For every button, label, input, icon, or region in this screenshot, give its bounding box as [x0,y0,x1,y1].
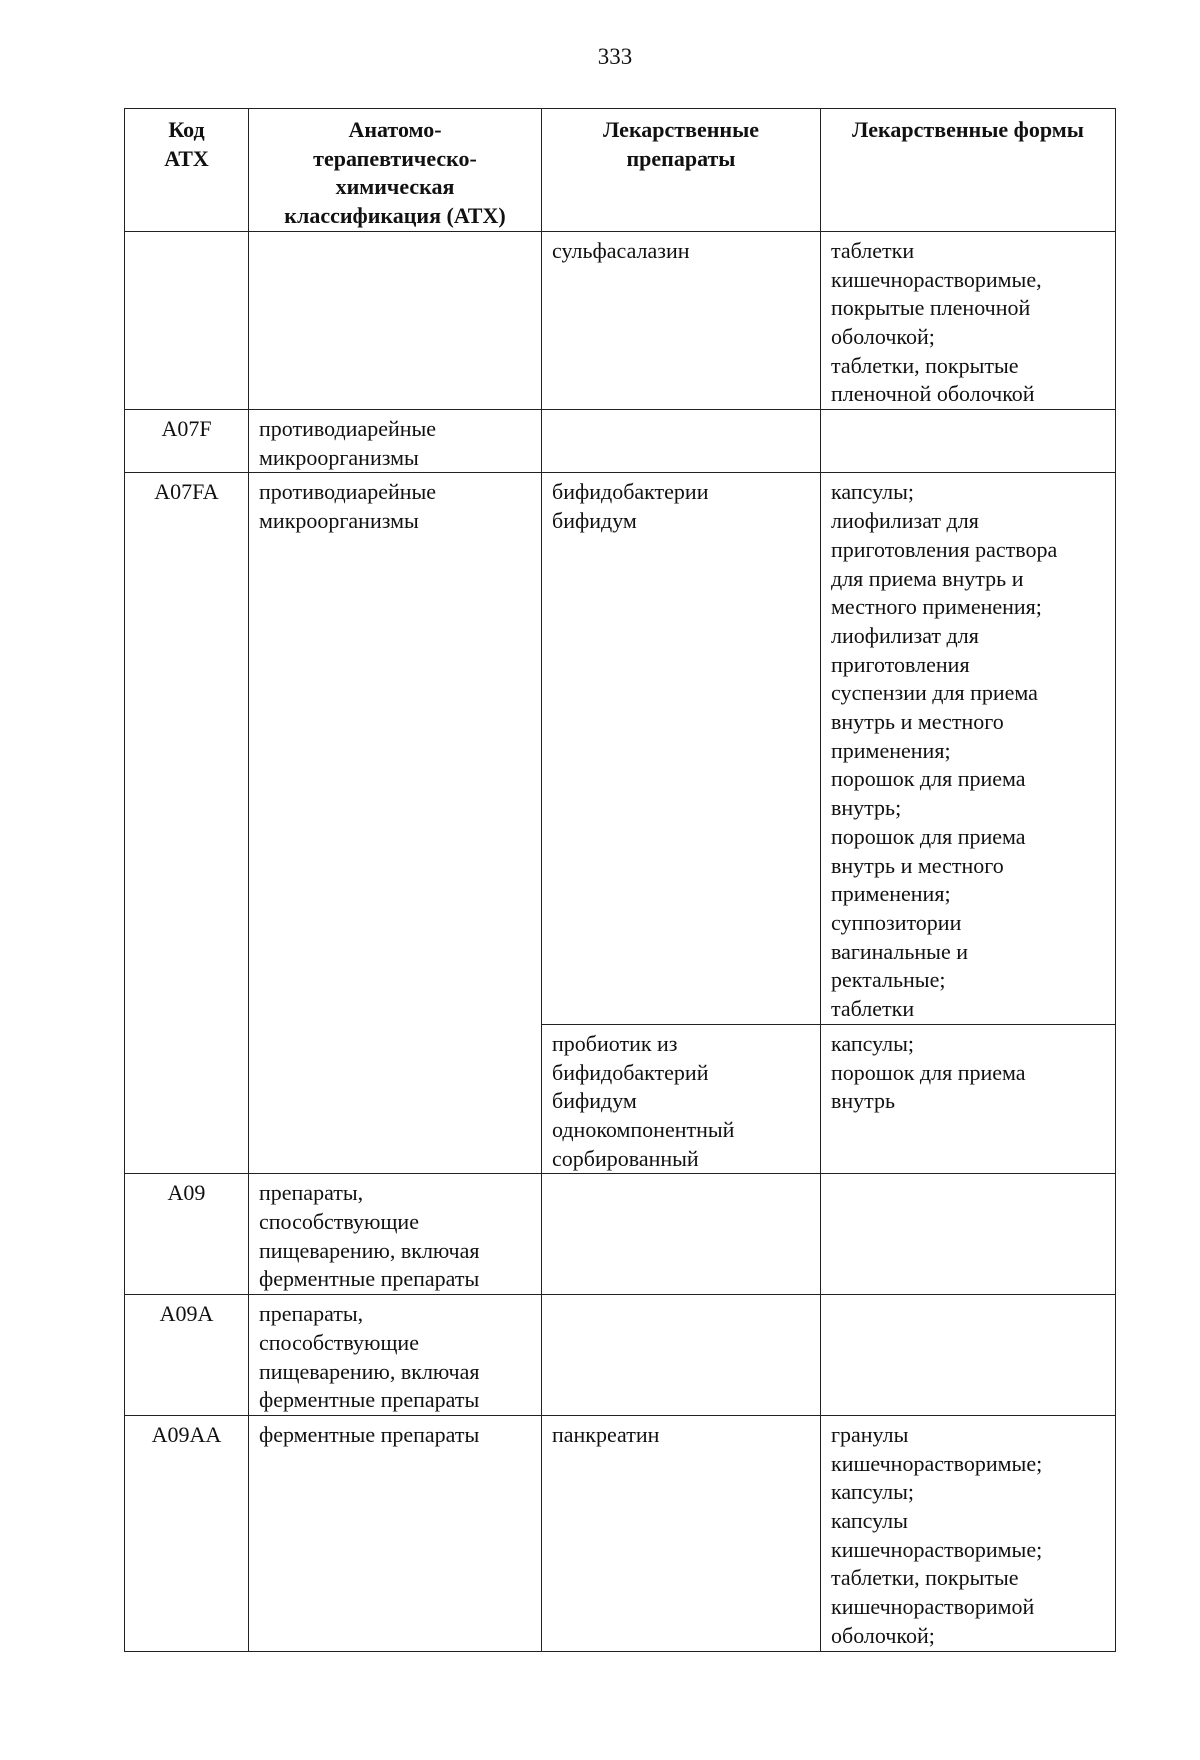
cell-classification [249,231,542,409]
cell-code: A09 [125,1174,249,1295]
cell-code: A07F [125,410,249,473]
cell-drug: пробиотик из бифидобактерий бифидум однокомпонентный сорбированный [542,1024,821,1174]
cell-drug [542,1174,821,1295]
cell-forms: гранулы кишечнорастворимые; капсулы; капсулы кишечнорастворимые; таблетки, покрытые кишечнорастворимой оболочкой; [821,1415,1116,1651]
cell-code [125,231,249,409]
cell-classification: препараты, способствующие пищеварению, включая ферментные препараты [249,1295,542,1416]
cell-classification: противодиарейные микроорганизмы [249,473,542,1174]
cell-forms [821,1295,1116,1416]
cell-forms [821,1174,1116,1295]
atx-table [124,108,1116,1652]
table-row [125,1415,1116,1651]
cell-forms [821,410,1116,473]
page-number: 333 [597,44,633,69]
header-drugs: Лекарственные препараты [542,109,821,232]
cell-forms: капсулы; порошок для приема внутрь [821,1024,1116,1174]
cell-drug [542,410,821,473]
table-row [125,1174,1116,1295]
cell-code: A09A [125,1295,249,1416]
cell-classification: противодиарейные микроорганизмы [249,410,542,473]
cell-code: A07FA [125,473,249,1174]
table-row [125,1295,1116,1416]
cell-classification: препараты, способствующие пищеварению, включая ферментные препараты [249,1174,542,1295]
header-code: Код АТХ [125,109,249,232]
cell-code: A09AA [125,1415,249,1651]
header-forms: Лекарственные формы [821,109,1116,232]
header-classification: Анатомо- терапевтическо- химическая классификация (АТХ) [249,109,542,232]
cell-forms: таблетки кишечнорастворимые, покрытые пленочной оболочкой; таблетки, покрытые пленочной оболочкой [821,231,1116,409]
table-header-row [125,109,1116,232]
cell-drug [542,1295,821,1416]
cell-drug: бифидобактерии бифидум [542,473,821,1024]
table-row [125,231,1116,409]
table-row [125,410,1116,473]
cell-drug: сульфасалазин [542,231,821,409]
cell-forms: капсулы; лиофилизат для приготовления раствора для приема внутрь и местного применения; лиофилизат для приготовления суспензии для приема внутрь и местного применения; порошок для приема внутрь; порошок для приема внутрь и местного применения; суппозитории вагинальные и ректальные; таблетки [821,473,1116,1024]
cell-drug: панкреатин [542,1415,821,1651]
table-row [125,473,1116,1024]
cell-classification: ферментные препараты [249,1415,542,1651]
